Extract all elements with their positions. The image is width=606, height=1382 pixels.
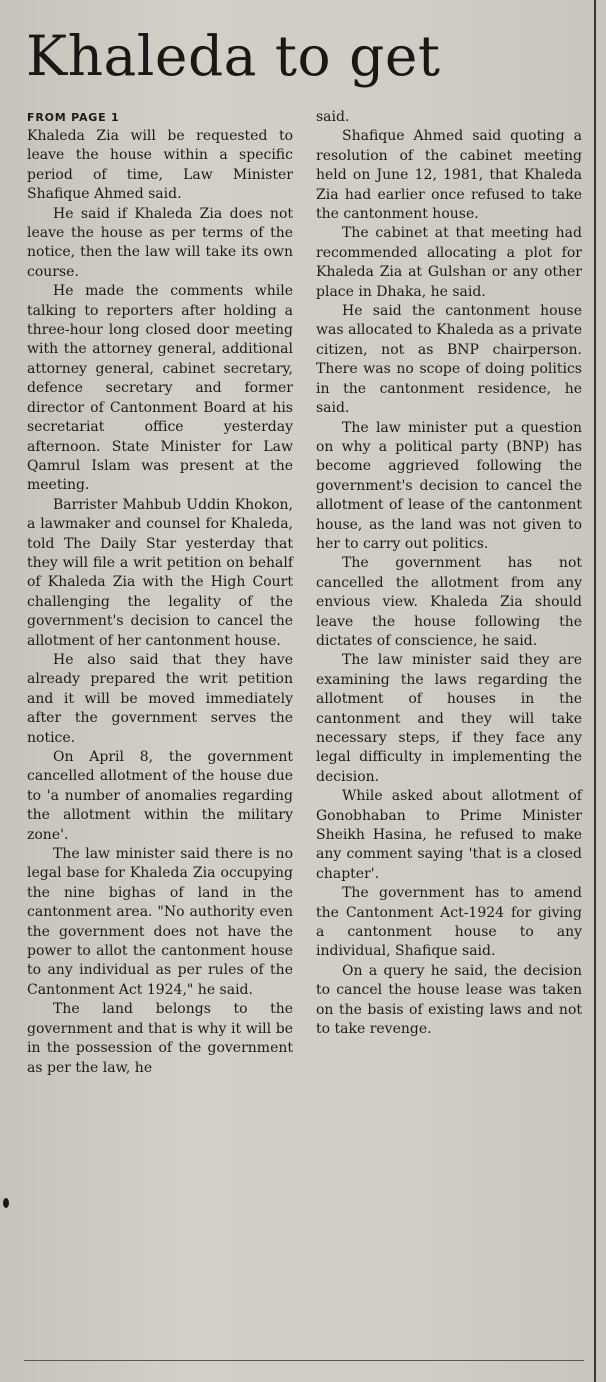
article-headline: Khaleda to get — [26, 24, 441, 88]
article-paragraph: said. — [316, 109, 350, 125]
article-paragraph: Shafique Ahmed said quoting a resolution of the cabinet meeting held on June 12, 1981, that Khaleda Zia had earlier once refused to take the cantonment house. — [316, 128, 582, 223]
article-column-left — [27, 108, 293, 1078]
article-paragraph: The law minister said they are examining the laws regarding the allotment of houses in the cantonment and they will take necessary steps, if they face any legal difficulty in implementing the decision. — [316, 652, 582, 785]
article-paragraph: He said the cantonment house was allocated to Khaleda as a private citizen, not as BNP chairperson. There was no scope of doing politics in the cantonment residence, he said. — [316, 303, 582, 417]
article-paragraph: The cabinet at that meeting had recommended allocating a plot for Khaleda Zia at Gulshan or any other place in Dhaka, he said. — [316, 225, 582, 300]
article-paragraph: The law minister put a question on why a political party (BNP) has become aggrieved following the government's decision to cancel the allotment of lease of the cantonment house, as the land was not given to her to carry out politics. — [316, 419, 582, 552]
article-paragraph: While asked about allotment of Gonobhaban to Prime Minister Sheikh Hasina, he refused to make any comment saying 'that is a closed chapter'. — [316, 788, 582, 882]
article-paragraph: The land belongs to the government and that is why it will be in the possession of the government as per the law, he — [27, 1001, 293, 1076]
column-divider-rule — [594, 0, 596, 1382]
bottom-rule — [24, 1360, 584, 1361]
article-paragraph: The government has to amend the Cantonment Act-1924 for giving a cantonment house to any individual, Shafique said. — [316, 885, 582, 960]
article-paragraph: On a query he said, the decision to cancel the house lease was taken on the basis of existing laws and not to take revenge. — [316, 962, 582, 1038]
article-paragraph: The government has not cancelled the allotment from any envious view. Khaleda Zia should leave the house following the dictates of conscience, he said. — [316, 555, 582, 649]
article-column-right — [316, 108, 582, 1040]
article-paragraph: He also said that they have already prepared the writ petition and it will be moved immediately after the government serves the notice. — [27, 651, 293, 746]
continuation-label: FROM PAGE 1 — [27, 111, 120, 124]
margin-ink-mark — [3, 1198, 9, 1208]
article-paragraph: He said if Khaleda Zia does not leave the house as per terms of the notice, then the law will take its own course. — [27, 205, 293, 280]
article-paragraph: The law minister said there is no legal base for Khaleda Zia occupying the nine bighas of land in the cantonment area. "No authority even the government does not have the power to allot the cantonment house to any individual as per rules of the Cantonment Act 1924," he said. — [27, 846, 293, 998]
article-paragraph: Barrister Mahbub Uddin Khokon, a lawmaker and counsel for Khaleda, told The Daily Star yesterday that they will file a writ petition on behalf of Khaleda Zia with the High Court challenging the legality of the government's decision to cancel the allotment of her cantonment house. — [27, 496, 293, 649]
article-paragraph: He made the comments while talking to reporters after holding a three-hour long closed door meeting with the attorney general, additional attorney general, cabinet secretary, defence secretary and former director of Cantonment Board at his secretariat office yesterday afternoon. State Minister for Law Qamrul Islam was present at the meeting. — [27, 283, 293, 494]
article-paragraph: On April 8, the government cancelled allotment of the house due to 'a number of anomalies regarding the allotment within the military zone'. — [27, 749, 293, 843]
article-paragraph: Khaleda Zia will be requested to leave the house within a specific period of time, Law Minister Shafique Ahmed said. — [27, 128, 293, 203]
